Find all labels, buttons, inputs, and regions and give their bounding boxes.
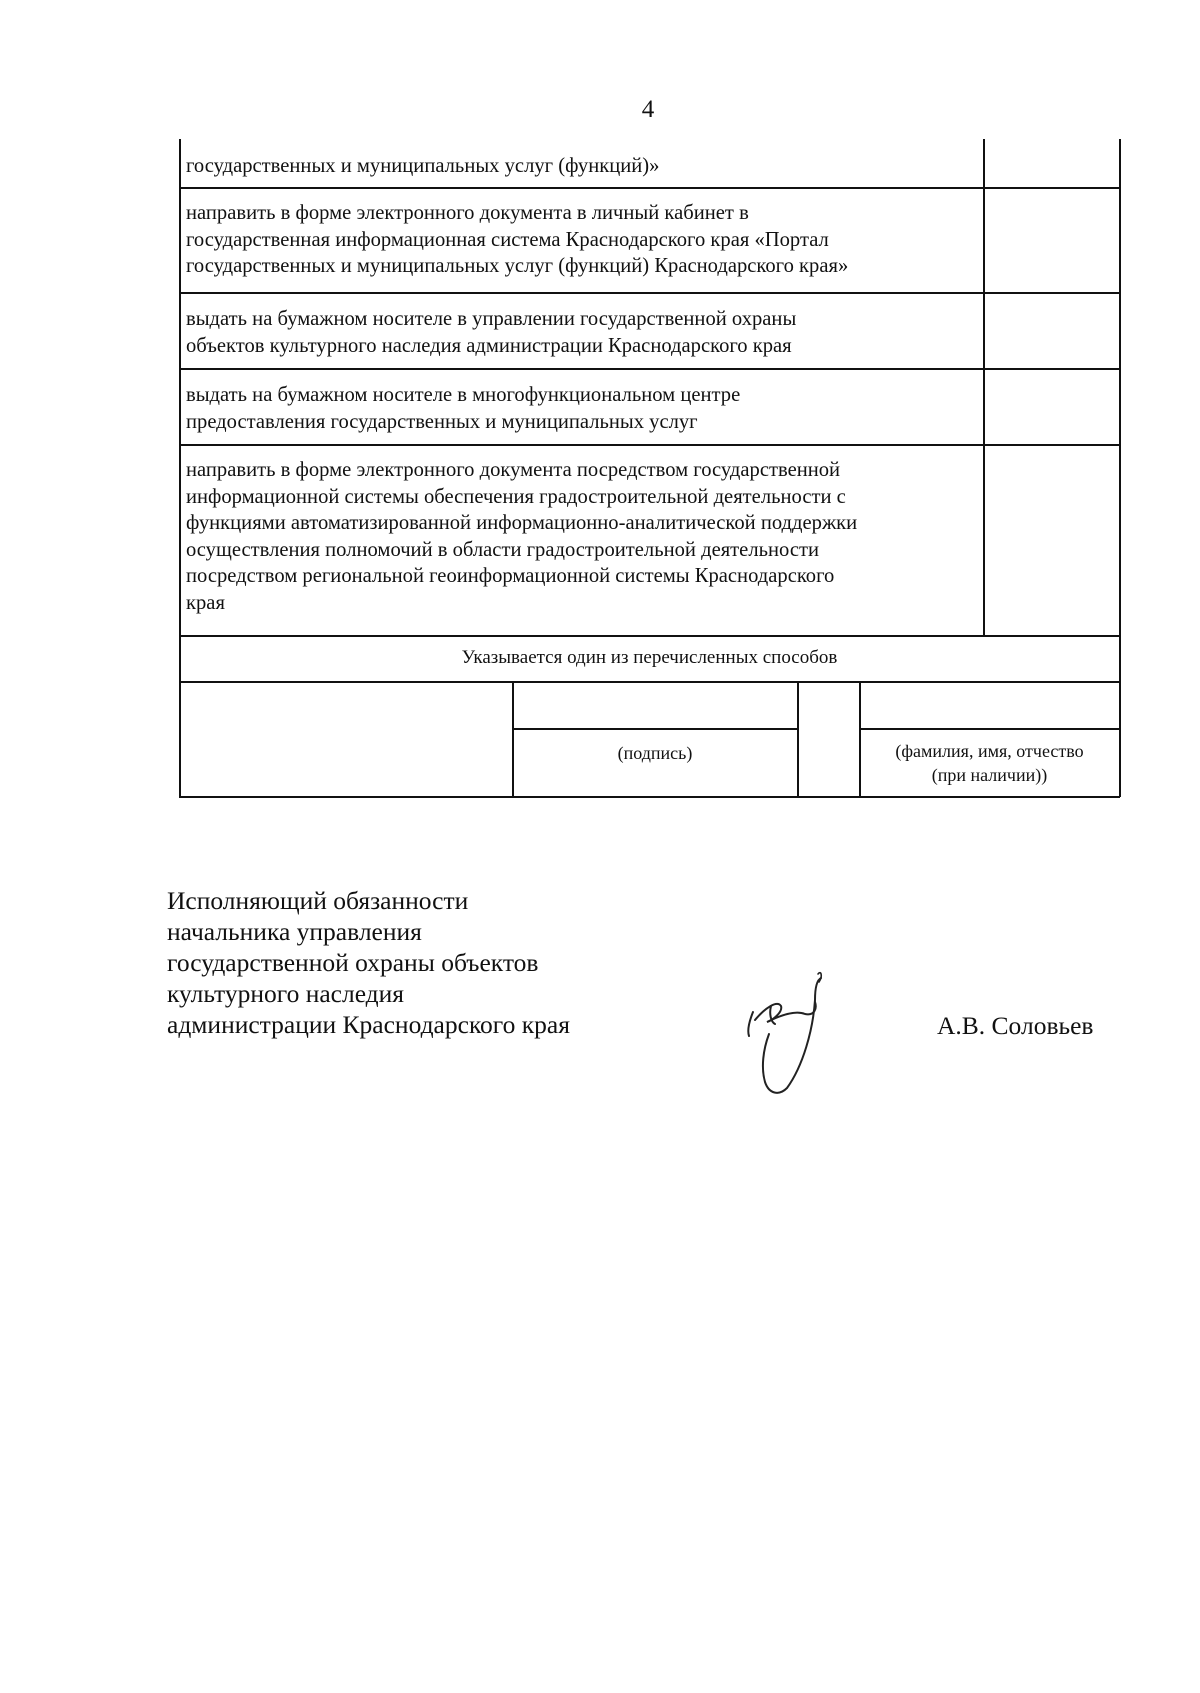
row-text-line: выдать на бумажном носителе в многофункциональном центре <box>186 384 741 406</box>
signature-row-divider <box>797 681 799 797</box>
table-column-divider <box>983 139 985 636</box>
row-text-line: функциями автоматизированной информационно-аналитической поддержки <box>186 512 858 534</box>
name-caption-line: (при наличии)) <box>931 765 1048 785</box>
position-line: культурного наследия <box>167 979 405 1008</box>
name-caption-line: (фамилия, имя, отчество <box>895 741 1084 761</box>
table-row-divider <box>179 444 1120 446</box>
position-line: начальника управления <box>167 917 422 946</box>
row-text-line: направить в форме электронного документа посредством государственной <box>186 459 841 481</box>
position-line: администрации Краснодарского края <box>167 1010 570 1039</box>
table-row-divider <box>179 187 1120 189</box>
signature-underline <box>512 728 798 730</box>
table-row-3 <box>186 306 796 359</box>
row-text-line: информационной системы обеспечения градостроительной деятельности с <box>186 485 846 508</box>
table-row-4 <box>186 382 740 435</box>
table-note: Указывается один из перечисленных способов <box>461 647 838 668</box>
signature-row-divider <box>512 681 514 797</box>
position-line: Исполняющий обязанности <box>167 886 469 915</box>
handwritten-signature <box>735 970 840 1105</box>
row-text-line: края <box>186 591 225 614</box>
table-border-right <box>1119 139 1121 797</box>
row-text-line: направить в форме электронного документа в личный кабинет в <box>186 202 749 224</box>
row-text-line: государственная информационная система Краснодарского края «Портал <box>186 228 829 251</box>
name-caption <box>860 739 1119 787</box>
table-row-divider <box>179 681 1120 683</box>
table-row-5 <box>186 457 857 616</box>
table-row-divider <box>179 635 1120 637</box>
table-border-bottom <box>179 796 1120 798</box>
table-row-divider <box>179 292 1120 294</box>
row-text-line: выдать на бумажном носителе в управлении государственной охраны <box>186 308 797 330</box>
row-text-line: государственных и муниципальных услуг (функций) Краснодарского края» <box>186 255 849 277</box>
table-row-1 <box>186 153 659 180</box>
row-text-line: посредством региональной геоинформационной системы Краснодарского <box>186 565 835 587</box>
signer-name: А.В. Соловьев <box>937 1011 1094 1040</box>
row-text-line: объектов культурного наследия администрации Краснодарского края <box>186 334 792 357</box>
name-underline <box>859 728 1120 730</box>
table-row-2 <box>186 200 848 280</box>
row-text-line: государственных и муниципальных услуг (функций)» <box>186 155 660 177</box>
table-row-divider <box>179 368 1120 370</box>
signatory-position <box>167 885 570 1040</box>
row-text-line: осуществления полномочий в области градостроительной деятельности <box>186 538 819 561</box>
signature-caption: (подпись) <box>617 743 693 763</box>
page-number: 4 <box>641 96 655 123</box>
row-text-line: предоставления государственных и муниципальных услуг <box>186 410 698 433</box>
position-line: государственной охраны объектов <box>167 948 539 977</box>
table-border-left <box>179 139 181 797</box>
